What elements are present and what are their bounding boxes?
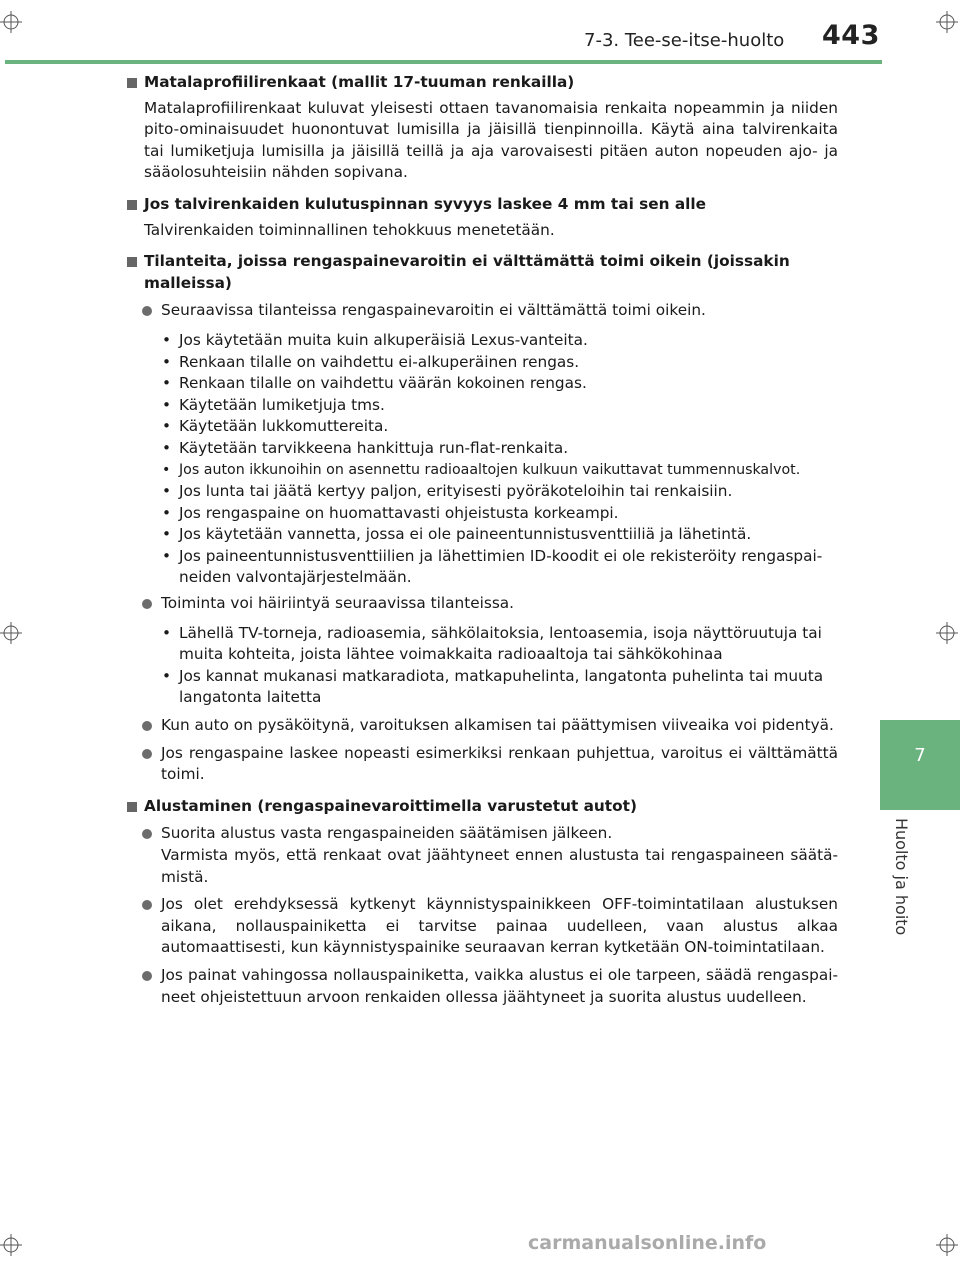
- paragraph: Matalaprofiilirenkaat kuluvat yleisesti ottaen tavanomaisia renkaita nopeammin ja niiden pito-ominaisuudet huonontuvat lumisilla ja jäisillä tienpinnoilla. Käytä aina talvirenkaita tai lumiketjuja lumisilla ja jäisillä teillä ja aja varovaisesti pitäen auton nopeuden ajo- ja sääolosuhteisiin nähden sopivana.: [144, 98, 838, 182]
- bullet-item: • Jos auton ikkunoihin on asennettu radioaaltojen kulkuun vaikuttavat tummennuskalvot.: [126, 460, 838, 482]
- page-number: 443: [822, 20, 880, 51]
- crop-mark-icon: [936, 1234, 958, 1256]
- round-bullet-icon: [142, 971, 152, 981]
- bullet-list: [126, 330, 838, 589]
- list-item: Seuraavissa tilanteissa rengaspainevaroitin ei välttämättä toimi oikein.: [126, 300, 838, 322]
- section-title: 7-3. Tee-se-itse-huolto: [584, 30, 785, 51]
- section-heading: Tilanteita, joissa rengaspainevaroitin ei välttämättä toimi oikein (joissakin malleissa): [126, 251, 838, 294]
- crop-mark-icon: [936, 11, 958, 33]
- list-item: Toiminta voi häiriintyä seuraavissa tilanteissa.: [126, 593, 838, 615]
- crop-mark-icon: [0, 622, 22, 644]
- bullet-item: • Lähellä TV-torneja, radioasemia, sähkölaitoksia, lentoasemia, isoja näyttöruutuja tai muita kohteita, joista lähtee voimakkaita radioaaltoja tai sähkökohinaa: [126, 623, 838, 666]
- crop-mark-icon: [936, 622, 958, 644]
- round-bullet-icon: [142, 749, 152, 759]
- section-heading: Alustaminen (rengaspainevaroittimella varustetut autot): [126, 796, 838, 818]
- chapter-number: 7: [914, 745, 926, 766]
- bullet-item: • Jos kannat mukanasi matkaradiota, matkapuhelinta, langatonta puhelinta tai muuta langatonta laitetta: [126, 666, 838, 709]
- square-bullet-icon: [127, 802, 137, 812]
- list-item: Kun auto on pysäköitynä, varoituksen alkamisen tai päättymisen viiveaika voi pidentyä.: [126, 715, 838, 737]
- square-bullet-icon: [127, 200, 137, 210]
- round-bullet-icon: [142, 306, 152, 316]
- list-item: Jos rengaspaine laskee nopeasti esimerkiksi renkaan puhjettua, varoitus ei välttämättä toimi.: [126, 743, 838, 786]
- section-heading: Matalaprofiilirenkaat (mallit 17-tuuman renkailla): [126, 72, 838, 94]
- bullet-list: [126, 623, 838, 709]
- list-item: Jos painat vahingossa nollauspainiketta, vaikka alustus ei ole tarpeen, säädä rengaspai-neet ohjeistettuun arvoon renkaiden ollessa jäähtyneet ja suorita alustus uudelleen.: [126, 965, 838, 1008]
- list-item: Suorita alustus vasta rengaspaineiden säätämisen jälkeen. Varmista myös, että renkaat ovat jäähtyneet ennen alustusta tai rengaspaineen säätä-mistä.: [126, 823, 838, 888]
- bullet-item: • Renkaan tilalle on vaihdettu ei-alkuperäinen rengas.: [126, 352, 838, 374]
- list-item: Jos olet erehdyksessä kytkenyt käynnistyspainikkeen OFF-toimintatilaan alustuksen aikana, nollauspainiketta ei tarvitse painaa uudelleen, vaan alustus alkaa automaattisesti, kun käynnistyspainike seuraavan kerran kytketään ON-toimintatilaan.: [126, 894, 838, 959]
- chapter-title: Huolto ja hoito: [892, 818, 911, 936]
- footer-watermark: carmanualsonline.info: [528, 1232, 767, 1254]
- square-bullet-icon: [127, 257, 137, 267]
- square-bullet-icon: [127, 78, 137, 88]
- bullet-item: • Renkaan tilalle on vaihdettu väärän kokoinen rengas.: [126, 373, 838, 395]
- bullet-item: • Jos käytetään vannetta, jossa ei ole paineentunnistusventtiiliä ja lähetintä.: [126, 524, 838, 546]
- paragraph: Talvirenkaiden toiminnallinen tehokkuus menetetään.: [144, 220, 555, 239]
- bullet-item: • Jos lunta tai jäätä kertyy paljon, erityisesti pyöräkoteloihin tai renkaisiin.: [126, 481, 838, 503]
- section-heading: Jos talvirenkaiden kulutuspinnan syvyys laskee 4 mm tai sen alle: [126, 194, 838, 216]
- bullet-item: • Käytetään lumiketjuja tms.: [126, 395, 838, 417]
- bullet-item: • Käytetään tarvikkeena hankittuja run-flat-renkaita.: [126, 438, 838, 460]
- round-bullet-icon: [142, 900, 152, 910]
- crop-mark-icon: [0, 11, 22, 33]
- bullet-item: • Jos käytetään muita kuin alkuperäisiä Lexus-vanteita.: [126, 330, 838, 352]
- bullet-item: • Jos paineentunnistusventtiilien ja lähettimien ID-koodit ei ole rekisteröity rengaspai-neiden valvontajärjestelmään.: [126, 546, 838, 589]
- round-bullet-icon: [142, 829, 152, 839]
- bullet-item: • Käytetään lukkomuttereita.: [126, 416, 838, 438]
- round-bullet-icon: [142, 721, 152, 731]
- main-content: [126, 70, 838, 1008]
- round-bullet-icon: [142, 599, 152, 609]
- bullet-item: • Jos rengaspaine on huomattavasti ohjeistusta korkeampi.: [126, 503, 838, 525]
- crop-mark-icon: [0, 1234, 22, 1256]
- header-rule: [5, 60, 882, 64]
